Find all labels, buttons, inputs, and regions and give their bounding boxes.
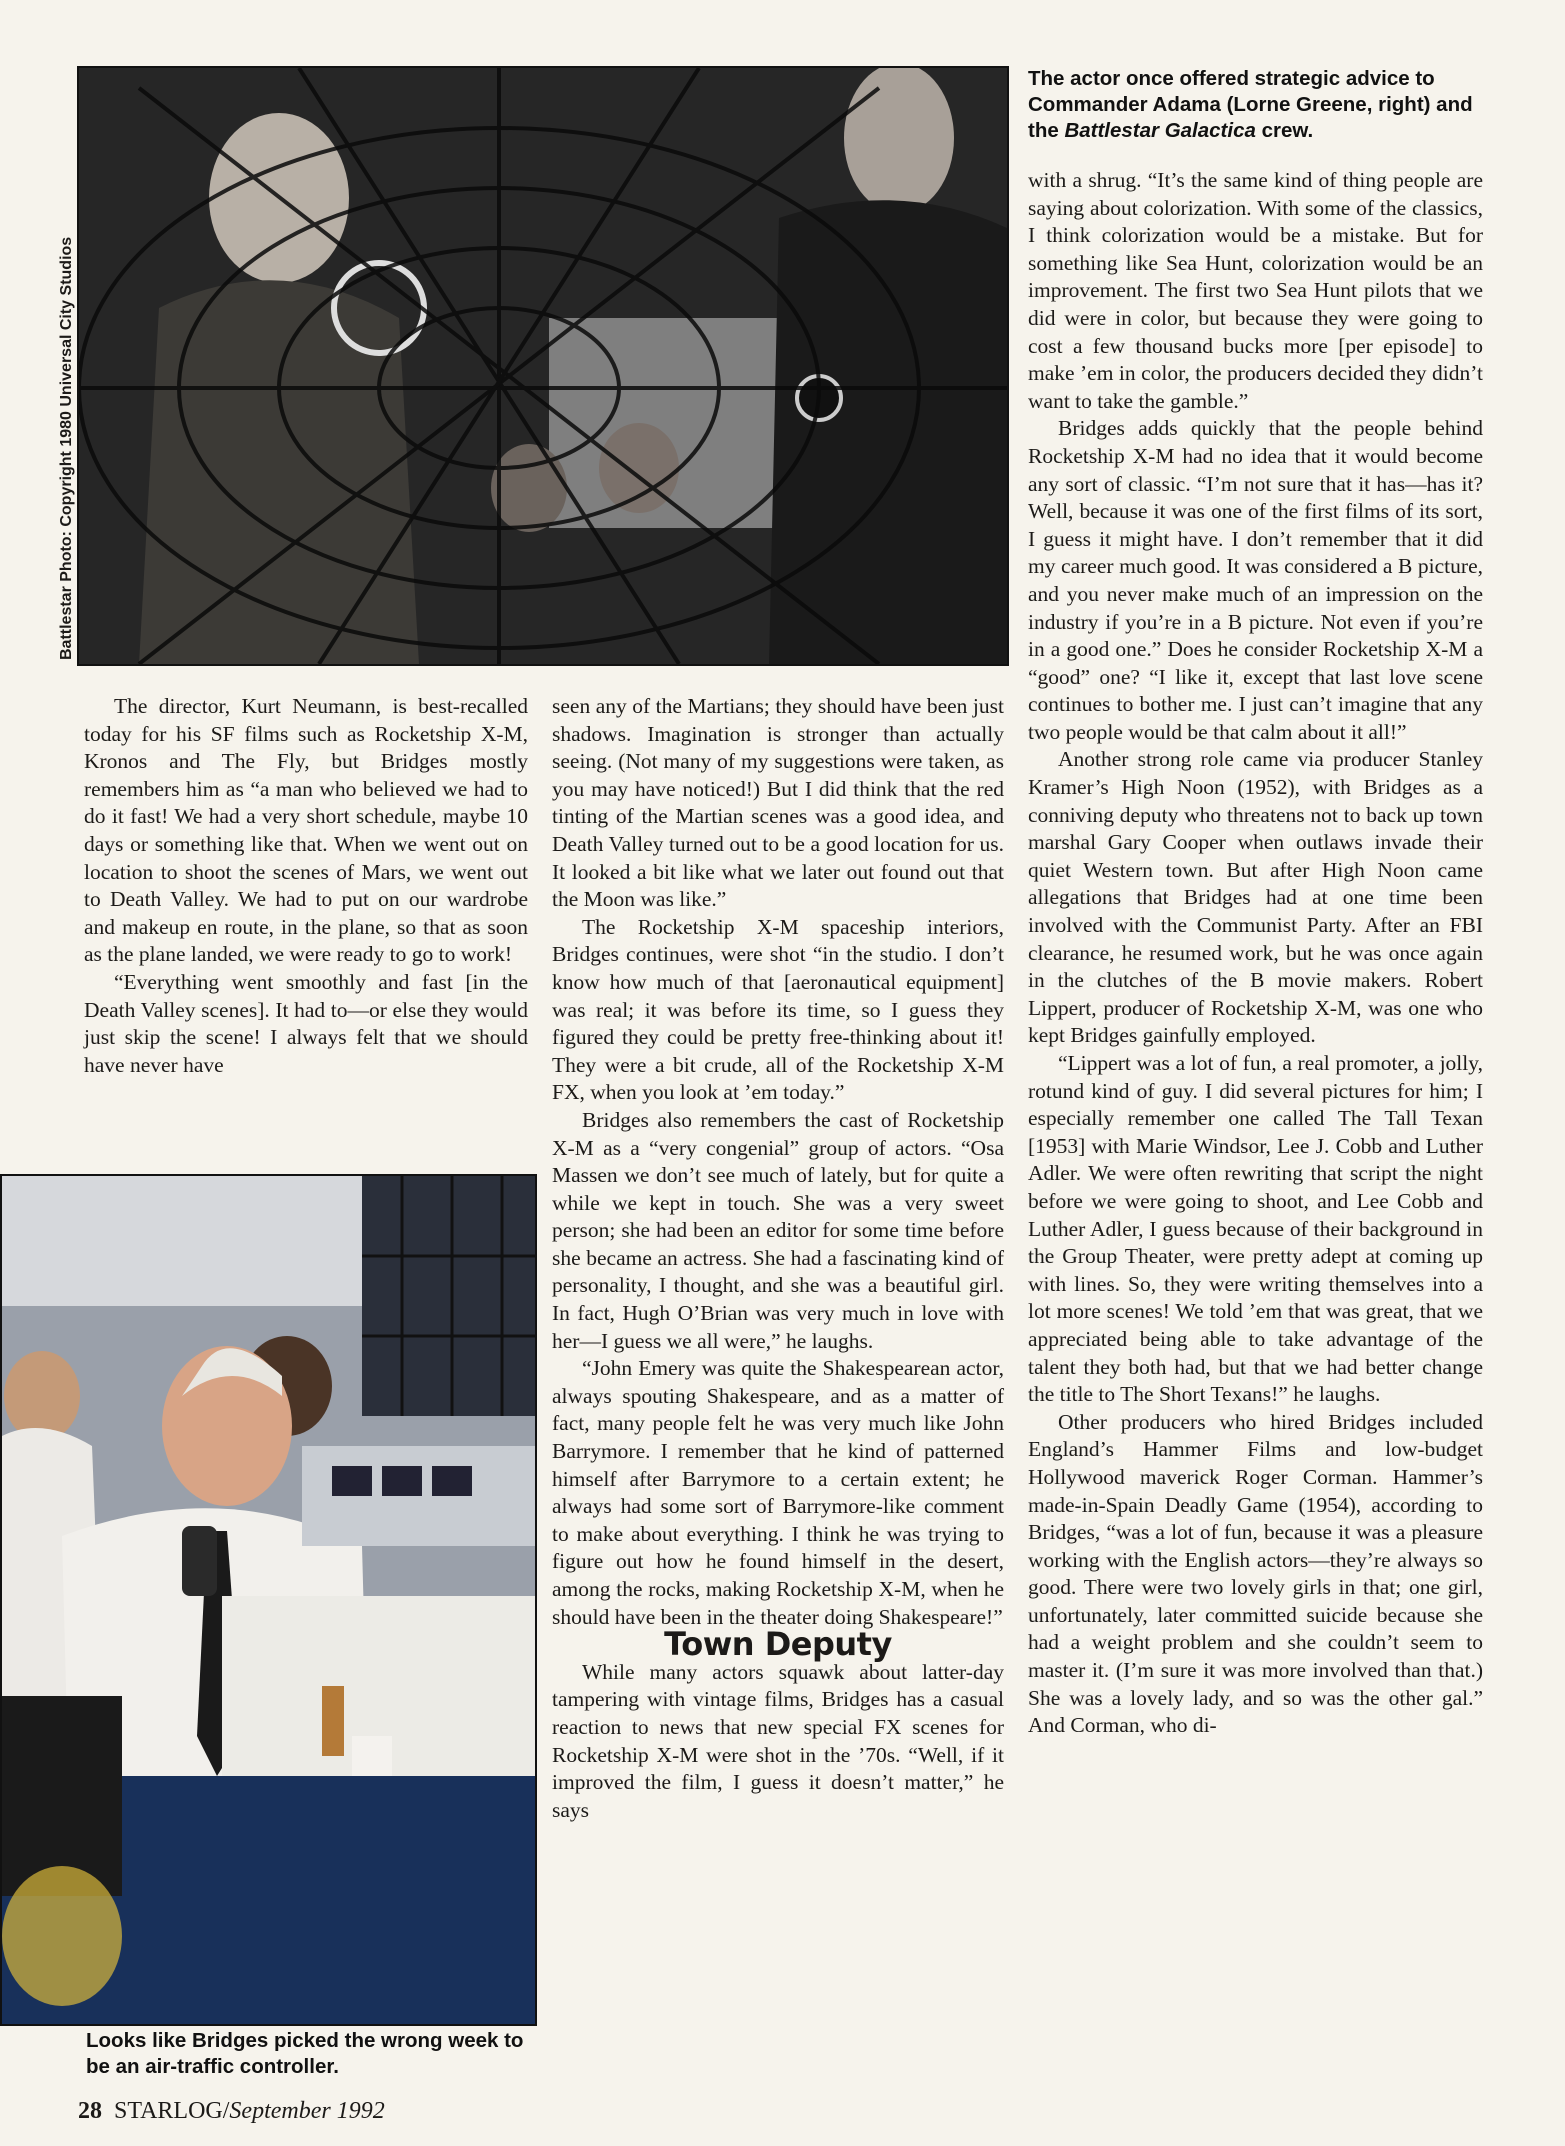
paragraph: Another strong role came via producer Stanley Kramer’s High Noon (1952), with Bridges as a conniving deputy who threatens not to back up town marshal Gary Cooper when outlaws invade their quiet Western town. But after High Noon came allegations that Bridges had at one time been involved with the Communist Party. After an FBI clearance, he resumed work, but he was once again in the clutches of the B movie makers. Robert Lippert, producer of Rocketship X-M, was one who kept Bridges gainfully employed. [1028,747,1483,1048]
paragraph: The Rocketship X-M spaceship interiors, Bridges continues, were shot “in the studio. I don’t know how much of that [aeronautical equipment] was real; it was before its time, so I guess they figured they could be pretty free-thinking about it! They were a bit crude, all of the Rocketship X-M FX, when you look at ’em today.” [552,914,1004,1105]
paragraph: seen any of the Martians; they should have been just shadows. Imagination is stronger than actually seeing. (Not many of my suggestions were taken, as you may have noticed!) But I did think that the red tinting of the Martian scenes was a good idea, and Death Valley turned out to be a good location for us. It looked a bit like what we later out found out that the Moon was like.” [552,694,1004,912]
page-footer [78,2098,385,2125]
article-column-3 [1028,167,1483,1740]
top-photo-caption: The actor once offered strategic advice to Commander Adama (Lorne Greene, right) and the Battlestar Galactica crew. [1028,67,1473,142]
article-column-1 [84,693,528,1079]
bottom-photo-caption: Looks like Bridges picked the wrong week to be an air-traffic controller. [86,2029,524,2078]
issue-date: September 1992 [229,2098,385,2124]
paragraph: with a shrug. “It’s the same kind of thing people are saying about colorization. With some of the classics, I think colorization would be a mistake. But for something like Sea Hunt, colorization would be an improvement. The first two Sea Hunt pilots that we did were in color, but because they were going to cost a few thousand bucks more [per episode] to make ’em in color, the producers decided they didn’t want to take the gamble.” [1028,168,1483,413]
air-traffic-controller-photo [0,1174,537,2026]
paragraph: “Everything went smoothly and fast [in the Death Valley scenes]. It had to—or else they would just skip the scene! I always felt that we should have never have [84,969,528,1077]
paragraph: Other producers who hired Bridges included England’s Hammer Films and low-budget Hollywood maverick Roger Corman. Hammer’s made-in-Spain Deadly Game (1954), according to Bridges, “was a lot of fun, because it was a pleasure working with the English actors—they’re always so good. There were two lovely girls in that; one girl, unfortunately, later committed suicide because she had a weight problem and she couldn’t seem to master it. (I’m sure it was more involved than that.) She was a lovely lady, and so was the other gal.” And Corman, who di- [1028,1409,1483,1738]
article-column-2 [552,693,1004,1824]
paragraph: The director, Kurt Neumann, is best-recalled today for his SF films such as Rocketship X-M, Kronos and The Fly, but Bridges mostly remembers him as “a man who believed we had to do it fast! We had a very short schedule, maybe 10 days or something like that. When we went out on location to shoot the scenes of Mars, we went out to Death Valley. We had to put on our wardrobe and makeup en route, in the plane, so that as soon as the plane landed, we were ready to go to work! [84,694,528,967]
section-subhead: Town Deputy [664,1625,892,1664]
paragraph: While many actors squawk about latter-day tampering with vintage films, Bridges has a casual reaction to news that new special FX scenes for Rocketship X-M were shot in the ’70s. “Well, if it improved the film, I guess it doesn’t matter,” he says [552,1659,1004,1822]
paragraph: Bridges also remembers the cast of Rocketship X-M as a “very congenial” group of actors. “Osa Massen we don’t see much of lately, but for quite a while we kept in touch. She was a very sweet person; she had been an editor for some time before she became an actress. She had a fascinating kind of personality, I thought, and she was a beautiful girl. In fact, Hugh O’Brian was very much in love with her—I guess we all were,” he laughs. [552,1107,1004,1353]
paragraph: “John Emery was quite the Shakespearean actor, always spouting Shakespeare, and as a matter of fact, many people felt he was very much like John Barrymore. I remember that he kind of patterned himself after Barrymore to a certain extent; he always had some sort of Barrymore-like comment to make about everything. I think he was trying to figure out how he found himself in the desert, among the rocks, making Rocketship X-M, when he should have been in the theater doing Shakespeare!” [552,1356,1004,1629]
page-number: 28 [78,2098,102,2124]
paragraph: “Lippert was a lot of fun, a real promoter, a jolly, rotund kind of guy. I did several pictures for him; I especially remember one called The Tall Texan [1953] with Marie Windsor, Lee J. Cobb and Luther Adler. We were often rewriting that script the night before we were going to shoot, and Lee Cobb and Luther Adler, I guess because of their background in the Group Theater, were pretty adept at coming up with lines. So, they were writing themselves into a lot more scenes! We told ’em that was great, that we appreciated being able to take advantage of the talent they both had, but that we had better change the title to The Short Texans!” he laughs. [1028,1051,1483,1407]
paragraph: Bridges adds quickly that the people behind Rocketship X-M had no idea that it would become any sort of classic. “I’m not sure that it has—has it? Well, because it was one of the first films of its sort, I guess it might have. I don’t remember that it did my career much good. It was considered a B picture, and you never make much of an impression on the industry if you’re in a B picture. Not even if you’re in a good one.” Does he consider Rocketship X-M a “good” one? “I like it, except that last love scene continues to bother me. I just can’t imagine that any two people would be that calm about it all!” [1028,416,1483,744]
battlestar-photo [77,66,1009,666]
photo-credit: Battlestar Photo: Copyright 1980 Universal City Studios [58,236,75,660]
magazine-name: STARLOG/ [114,2098,230,2124]
